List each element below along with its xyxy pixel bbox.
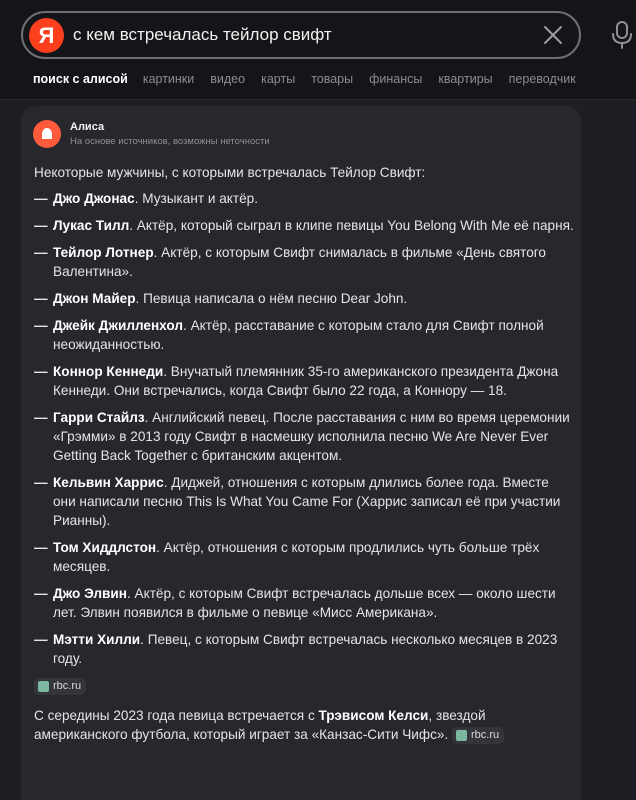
- conclusion-name: Трэвисом Келси: [318, 708, 429, 723]
- item-text: . Английский певец. После расставания с ним во время церемонии «Грэмми» в 2013 году Свифт в насмешку исполнила песню We Are Never Ever Getting Back Together с британским акцентом.: [53, 410, 570, 463]
- top-bar: [0, 0, 636, 100]
- tab-images[interactable]: картинки: [142, 72, 195, 86]
- item-text: . Певец, с которым Свифт встречалась несколько месяцев в 2023 году.: [53, 632, 558, 666]
- item-text: . Актёр, с которым Свифт снималась в фильме «День святого Валентина».: [53, 245, 546, 279]
- item-text: . Актёр, расставание с которым стало для Свифт полной неожиданностью.: [53, 318, 544, 352]
- source-link[interactable]: [34, 678, 86, 695]
- conclusion-text-end: , звездой американского футбола, который играет за «Канзас-Сити Чифс».: [34, 708, 486, 742]
- answer-conclusion: [34, 706, 574, 744]
- list-dash: —: [34, 632, 48, 647]
- list-item: [34, 584, 574, 622]
- tab-maps[interactable]: карты: [261, 72, 296, 86]
- microphone-icon[interactable]: [610, 20, 634, 50]
- answer-content: [34, 163, 574, 744]
- list-dash: —: [34, 191, 48, 206]
- list-item: [34, 316, 574, 354]
- item-name: Том Хиддлстон: [53, 540, 157, 555]
- item-name: Коннор Кеннеди: [53, 364, 164, 379]
- source-favicon-icon: [38, 681, 49, 692]
- item-name: Джон Майер: [53, 291, 136, 306]
- list-item: [34, 189, 574, 208]
- tab-alice-search[interactable]: поиск с алисой: [33, 72, 128, 86]
- item-text: . Диджей, отношения с которым длились более года. Вместе они написали песню This Is What You Came For (Харрис записал её при участии Рианны).: [53, 475, 561, 528]
- item-name: Мэтти Хилли: [53, 632, 141, 647]
- item-text: . Актёр, который сыграл в клипе певицы You Belong With Me её парня.: [129, 218, 574, 233]
- list-item: [34, 630, 574, 668]
- item-name: Гарри Стайлз: [53, 410, 145, 425]
- close-icon[interactable]: [541, 23, 565, 47]
- tab-apartments[interactable]: квартиры: [438, 72, 493, 86]
- list-item: [34, 289, 574, 308]
- item-name: Кельвин Харрис: [53, 475, 164, 490]
- tab-video[interactable]: видео: [210, 72, 246, 86]
- source-label: rbc.ru: [53, 679, 82, 692]
- item-name: Лукас Тилл: [53, 218, 130, 233]
- list-item: [34, 243, 574, 281]
- tab-products[interactable]: товары: [311, 72, 354, 86]
- list-dash: —: [34, 410, 48, 425]
- item-name: Джейк Джилленхол: [53, 318, 184, 333]
- item-text: . Актёр, с которым Свифт встречалась дольше всех — около шести лет. Элвин появился в фильме о певице «Мисс Американа».: [53, 586, 556, 620]
- list-dash: —: [34, 318, 48, 333]
- list-item: [34, 408, 574, 465]
- list-dash: —: [34, 540, 48, 555]
- item-text: . Певица написала о нём песню Dear John.: [135, 291, 408, 306]
- alice-name: Алиса: [70, 121, 105, 133]
- list-dash: —: [34, 364, 48, 379]
- list-item: [34, 362, 574, 400]
- list-dash: —: [34, 218, 48, 233]
- source-link[interactable]: [452, 727, 504, 744]
- item-text: . Внучатый племянник 35-го американского президента Джона Кеннеди. Они встречались, когда Свифт было 22 года, а Коннору — 18.: [53, 364, 559, 398]
- yandex-logo[interactable]: Я: [29, 18, 64, 53]
- tab-translator[interactable]: переводчик: [508, 72, 576, 86]
- list-item: [34, 216, 574, 235]
- item-name: Джо Джонас: [53, 191, 135, 206]
- search-tabs: [33, 72, 592, 90]
- alice-disclaimer: На основе источников, возможны неточности: [70, 136, 270, 147]
- list-dash: —: [34, 586, 48, 601]
- conclusion-text: С середины 2023 года певица встречается с: [34, 708, 319, 723]
- item-name: Джо Элвин: [53, 586, 127, 601]
- list-dash: —: [34, 291, 48, 306]
- tab-finance[interactable]: финансы: [369, 72, 423, 86]
- search-input[interactable]: с кем встречалась тейлор свифт: [73, 25, 332, 44]
- search-box[interactable]: [21, 11, 581, 59]
- alice-answer-card: [21, 106, 581, 800]
- source-label: rbc.ru: [471, 728, 500, 741]
- header-divider: [0, 99, 636, 100]
- answer-intro: Некоторые мужчины, с которыми встречалась Тейлор Свифт:: [34, 165, 426, 180]
- item-text: . Музыкант и актёр.: [134, 191, 258, 206]
- list-item: [34, 538, 574, 576]
- list-dash: —: [34, 245, 48, 260]
- list-dash: —: [34, 475, 48, 490]
- item-name: Тейлор Лотнер: [53, 245, 154, 260]
- source-favicon-icon: [456, 730, 467, 741]
- alice-icon: [33, 120, 61, 148]
- item-text: . Актёр, отношения с которым продлились чуть больше трёх месяцев.: [53, 540, 540, 574]
- list-item: [34, 473, 574, 530]
